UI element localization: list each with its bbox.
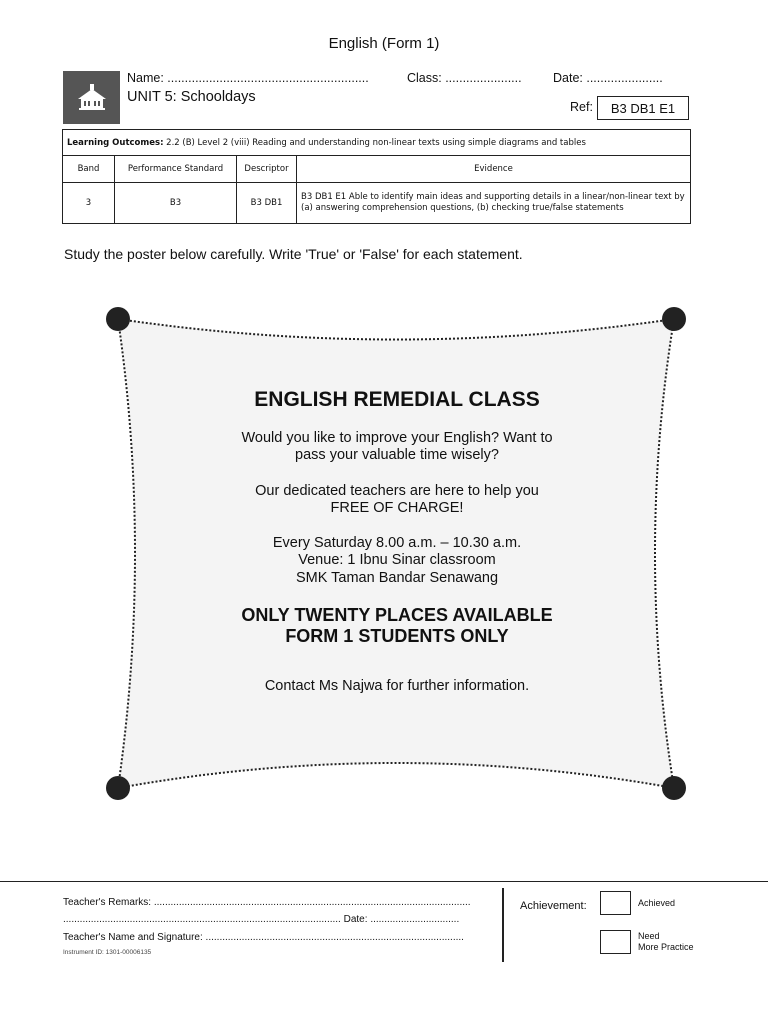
teacher-remarks-label: Teacher's Remarks: — [63, 897, 152, 908]
poster-para2-line2: FREE OF CHARGE! — [330, 500, 464, 516]
col-descriptor: Descriptor — [237, 156, 297, 183]
poster-title: ENGLISH REMEDIAL CLASS — [254, 388, 540, 411]
achievement-label: Achievement: — [520, 900, 587, 912]
teacher-name-signature[interactable] — [63, 932, 464, 943]
teacher-name-signature-dots: ............................................................................................. — [205, 932, 464, 943]
remarks-line-dots: .................................................................................................... — [63, 914, 341, 925]
cell-evidence: B3 DB1 E1 Able to identify main ideas and supporting details in a linear/non-linear text by (a) answering comprehension questions, (b) checking true/false statements — [297, 183, 691, 224]
poster-schedule: Every Saturday 8.00 a.m. – 10.30 a.m. — [272, 535, 522, 551]
ref-label: Ref: — [570, 100, 593, 114]
col-performance-standard: Performance Standard — [115, 156, 237, 183]
poster-venue: Venue: 1 Ibnu Sinar classroom — [298, 552, 496, 568]
poster-places-notice: ONLY TWENTY PLACES AVAILABLE — [241, 605, 553, 625]
col-band: Band — [63, 156, 115, 183]
worksheet-title: English (Form 1) — [328, 35, 440, 52]
name-field[interactable]: Name: .......................................................... — [127, 71, 369, 85]
poster-para1-line1: Would you like to improve your English? Want to — [241, 430, 553, 446]
need-more-practice-checkbox[interactable] — [600, 930, 631, 954]
footer-divider — [0, 881, 768, 882]
footer-date-dots: ................................ — [370, 914, 460, 925]
poster-contact: Contact Ms Najwa for further information. — [264, 678, 530, 694]
teacher-name-signature-label: Teacher's Name and Signature: — [63, 932, 203, 943]
cell-descriptor: B3 DB1 — [237, 183, 297, 224]
need-label: Need — [638, 931, 660, 941]
teacher-remarks[interactable] — [63, 897, 471, 908]
poster-pin-top-left — [106, 307, 130, 331]
poster-pin-bottom-left — [106, 776, 130, 800]
more-practice-label: More Practice — [638, 942, 694, 952]
instruction-text: Study the poster below carefully. Write 'True' or 'False' for each statement. — [64, 246, 523, 262]
cell-band: 3 — [63, 183, 115, 224]
poster-school: SMK Taman Bandar Senawang — [295, 570, 499, 586]
achieved-checkbox[interactable] — [600, 891, 631, 915]
poster-pin-top-right — [662, 307, 686, 331]
remarks-line-2[interactable] — [63, 914, 459, 925]
unit-title: UNIT 5: Schooldays — [127, 89, 256, 105]
footer-date-label: Date: — [343, 914, 368, 925]
poster-eligibility-notice: FORM 1 STUDENTS ONLY — [285, 626, 509, 646]
instrument-id: Instrument ID: 1301-00006135 — [63, 949, 152, 956]
footer-separator — [502, 888, 504, 962]
poster-para2-line1: Our dedicated teachers are here to help you — [255, 483, 539, 499]
date-field[interactable]: Date: ...................... — [553, 71, 663, 85]
poster-pin-bottom-right — [662, 776, 686, 800]
ref-value: B3 DB1 E1 — [597, 96, 689, 120]
achieved-label: Achieved — [638, 898, 676, 908]
cell-performance-standard: B3 — [115, 183, 237, 224]
poster-para1-line2: pass your valuable time wisely? — [295, 447, 499, 463]
learning-outcomes-text: 2.2 (B) Level 2 (viii) Reading and understanding non-linear texts using simple diagrams and tables — [163, 137, 586, 148]
col-evidence: Evidence — [297, 156, 691, 183]
learning-outcomes-label: Learning Outcomes: — [67, 137, 164, 148]
class-field[interactable]: Class: ...................... — [407, 71, 522, 85]
teacher-remarks-dots: .................................................................................................................. — [153, 897, 471, 908]
